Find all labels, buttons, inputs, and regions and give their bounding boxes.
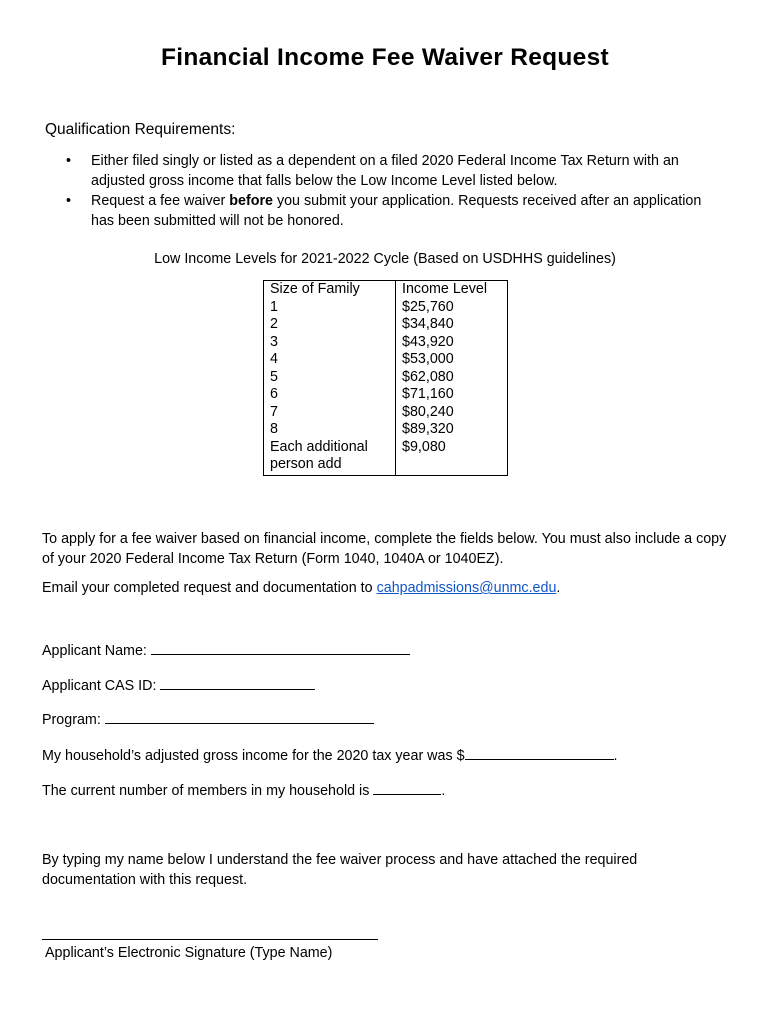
income-level-cell: $25,760 [396,299,508,317]
family-size-cell: 5 [264,369,396,387]
household-members-field[interactable] [373,781,441,795]
table-row [264,404,508,422]
household-members-row [42,781,445,799]
table-row [264,386,508,404]
table-row [264,439,508,476]
email-link[interactable]: cahpadmissions@unmc.edu [376,580,557,596]
applicant-cas-field[interactable] [160,676,315,690]
family-size-cell: 4 [264,351,396,369]
table-row [264,316,508,334]
family-size-cell: 7 [264,404,396,422]
household-members-period: . [441,783,446,799]
table-caption: Low Income Levels for 2021-2022 Cycle (Based on USDHHS guidelines) [154,251,616,267]
household-income-row [42,746,618,764]
requirement-item [66,191,726,231]
table-row [264,369,508,387]
applicant-cas-label: Applicant CAS ID: [42,678,157,694]
program-row [42,710,374,728]
income-level-cell: $71,160 [396,386,508,404]
income-level-cell: $62,080 [396,369,508,387]
header-family-size: Size of Family [264,281,396,299]
requirement-text-post: you submit your application. Requests received after an application has been submitted will not be honored. [91,193,702,229]
apply-instructions: To apply for a fee waiver based on financial income, complete the fields below. You must also include a copy of your 2020 Federal Income Tax Return (Form 1040, 1040A or 1040EZ). [42,531,727,567]
program-field[interactable] [105,710,374,724]
income-level-table [263,280,508,476]
program-label: Program: [42,712,101,728]
applicant-name-field[interactable] [151,641,410,655]
table-row [264,351,508,369]
table-row [264,421,508,439]
family-size-cell: 1 [264,299,396,317]
requirement-text-pre: Request a fee waiver [91,193,230,209]
qualification-heading: Qualification Requirements: [45,121,236,138]
income-level-cell: $43,920 [396,334,508,352]
income-level-cell: $89,320 [396,421,508,439]
signature-line[interactable] [42,939,378,940]
family-size-cell: 6 [264,386,396,404]
table-row [264,299,508,317]
household-income-field[interactable] [465,746,614,760]
family-size-cell: Each additional person add [264,439,396,476]
income-level-cell: $80,240 [396,404,508,422]
requirements-list [66,151,726,231]
family-size-cell: 3 [264,334,396,352]
household-income-period: . [613,748,618,764]
household-members-label: The current number of members in my household is [42,783,370,799]
table-header-row [264,281,508,299]
page-title: Financial Income Fee Waiver Request [160,44,609,71]
requirement-text: Either filed singly or listed as a dependent on a filed 2020 Federal Income Tax Return with an adjusted gross income that falls below the Low Income Level listed below. [91,153,679,189]
applicant-name-row [42,641,410,659]
requirement-item [66,151,726,191]
household-income-label: My household’s adjusted gross income for the 2020 tax year was $ [42,748,465,764]
header-income-level: Income Level [396,281,508,299]
family-size-cell: 2 [264,316,396,334]
family-size-cell: 8 [264,421,396,439]
applicant-name-label: Applicant Name: [42,643,147,659]
income-level-cell: $53,000 [396,351,508,369]
email-text-pre: Email your completed request and documentation to [42,580,377,596]
attestation-text: By typing my name below I understand the fee waiver process and have attached the required documentation with this request. [42,852,638,888]
email-text-post: . [556,580,561,596]
signature-label: Applicant’s Electronic Signature (Type Name) [45,945,333,961]
email-instructions [42,578,732,598]
applicant-cas-row [42,676,315,694]
requirement-emphasis: before [229,193,273,209]
income-level-cell: $34,840 [396,316,508,334]
income-level-cell: $9,080 [396,439,508,476]
table-row [264,334,508,352]
